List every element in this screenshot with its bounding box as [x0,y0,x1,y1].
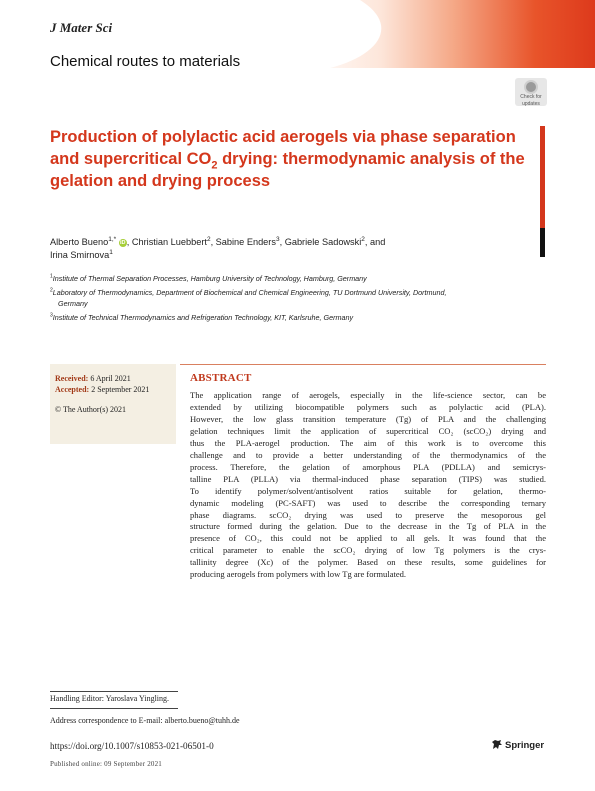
abstract-divider [180,364,546,365]
publisher-name: Springer [505,740,545,751]
abstract-heading: ABSTRACT [190,372,252,384]
article-dates-box [50,364,176,444]
publisher-logo[interactable] [491,739,544,751]
abstract-line: gelation techniques limit the application of supercritical CO₂ (scCO₂) drying and [190,425,546,436]
section-title: Chemical routes to materials [50,53,241,70]
abstract-line: presence of CO₂, this could not be applied to all gels. It was found that the [190,533,546,544]
abstract-line: challenge and to provide a better understanding of the thermodynamics of the [190,449,546,460]
accepted-date: Accepted: 2 September 2021 [55,385,150,394]
paper-title: Production of polylactic acid aerogels via phase separation and supercritical $CO_2$ drying: thermodynamic analysis of the gelation and drying process [50,128,525,190]
author-name[interactable]: Sabine Enders [215,237,276,247]
abstract-line: dynamic modeling (PC-SAFT) was used to describe the corresponding ternary [190,497,546,508]
check-updates-icon [524,80,538,94]
check-for-updates-badge[interactable] [515,78,547,106]
author-list: Alberto Bueno$^{1,*}$ iD, Christian Luebbert$^2$, Sabine Enders$^3$, Gabriele Sadowski$^2$, and Irina Smirnova$^1$ [50,235,386,260]
abstract-line: thus the PLA-aerogel production. The aim of this work is to overcome this [190,437,546,448]
abstract-line: structure formed during the gelation. Due to the decrease in the Tg of PLA in the [190,521,546,532]
abstract-line: talline PLA (PLLA) via thermal-induced phase separation (TIPS) was studied. [190,473,546,484]
author-name[interactable]: Irina Smirnova [50,250,110,260]
handling-editor: Handling Editor: Yaroslava Yingling. [50,694,170,703]
check-updates-label-1: Check for [520,94,542,100]
abstract-line: To identify polymer/solvent/antisolvent ratios suitable for gelation, thermo- [190,485,546,496]
abstract-line: extended by utilizing biocompatible polymers such as polylactic acid (PLA). [190,401,546,412]
abstract-line: critical parameter to enable the scCO₂ drying of low Tg polymers is the crys- [190,545,546,556]
abstract-line: tallinity degree (Xc) of the polymer. Based on these results, some guidelines for [190,557,546,568]
affiliation-item: $^2$Laboratory of Thermodynamics, Department of Biochemical and Chemical Engineering, TU Dortmund University, Dortmund, Germany [50,287,447,308]
correspondence-address: Address correspondence to E-mail: alberto.bueno@tuhh.de [50,716,240,725]
abstract-line: The application range of aerogels, especially in the life-science sector, can be [190,390,546,400]
affiliation-item: $^3$Institute of Technical Thermodynamics and Refrigeration Technology, KIT, Karlsruhe, Germany [50,312,354,322]
copyright-notice: © The Author(s) 2021 [55,405,127,414]
abstract-line: phase diagrams. scCO₂ drying was used to preserve the mesoporous gel [190,509,546,520]
abstract-line: producing aerogels from polymers with low Tg are formulated. [190,569,407,580]
received-date: Received: 6 April 2021 [55,374,131,383]
check-updates-label-2: updates [522,100,540,107]
affiliations [50,273,530,326]
abstract-text [190,390,546,581]
footer-divider [50,691,178,692]
abstract-line: However, the low glass transition temperature (Tg) of PLA and the challenging [190,413,546,424]
springer-horse-icon [491,739,503,750]
journal-name: J Mater Sci [50,20,113,35]
doi-link[interactable]: https://doi.org/10.1007/s10853-021-06501-0 [50,741,214,751]
orcid-icon[interactable]: iD [120,239,126,246]
author-name[interactable]: Christian Luebbert [131,237,207,247]
side-accent-bar [540,126,545,257]
author-name[interactable]: Gabriele Sadowski [284,237,362,247]
abstract-line: process. Therefore, the gelation of amorphous PLA (PDLLA) and semicrys- [190,461,546,472]
author-name[interactable]: Alberto Bueno [50,237,109,247]
affiliation-item: $^1$Institute of Thermal Separation Processes, Hamburg University of Technology, Hamburg, Germany [50,273,367,283]
published-date: Published online: 09 September 2021 [50,760,162,768]
footer-divider [50,708,178,709]
